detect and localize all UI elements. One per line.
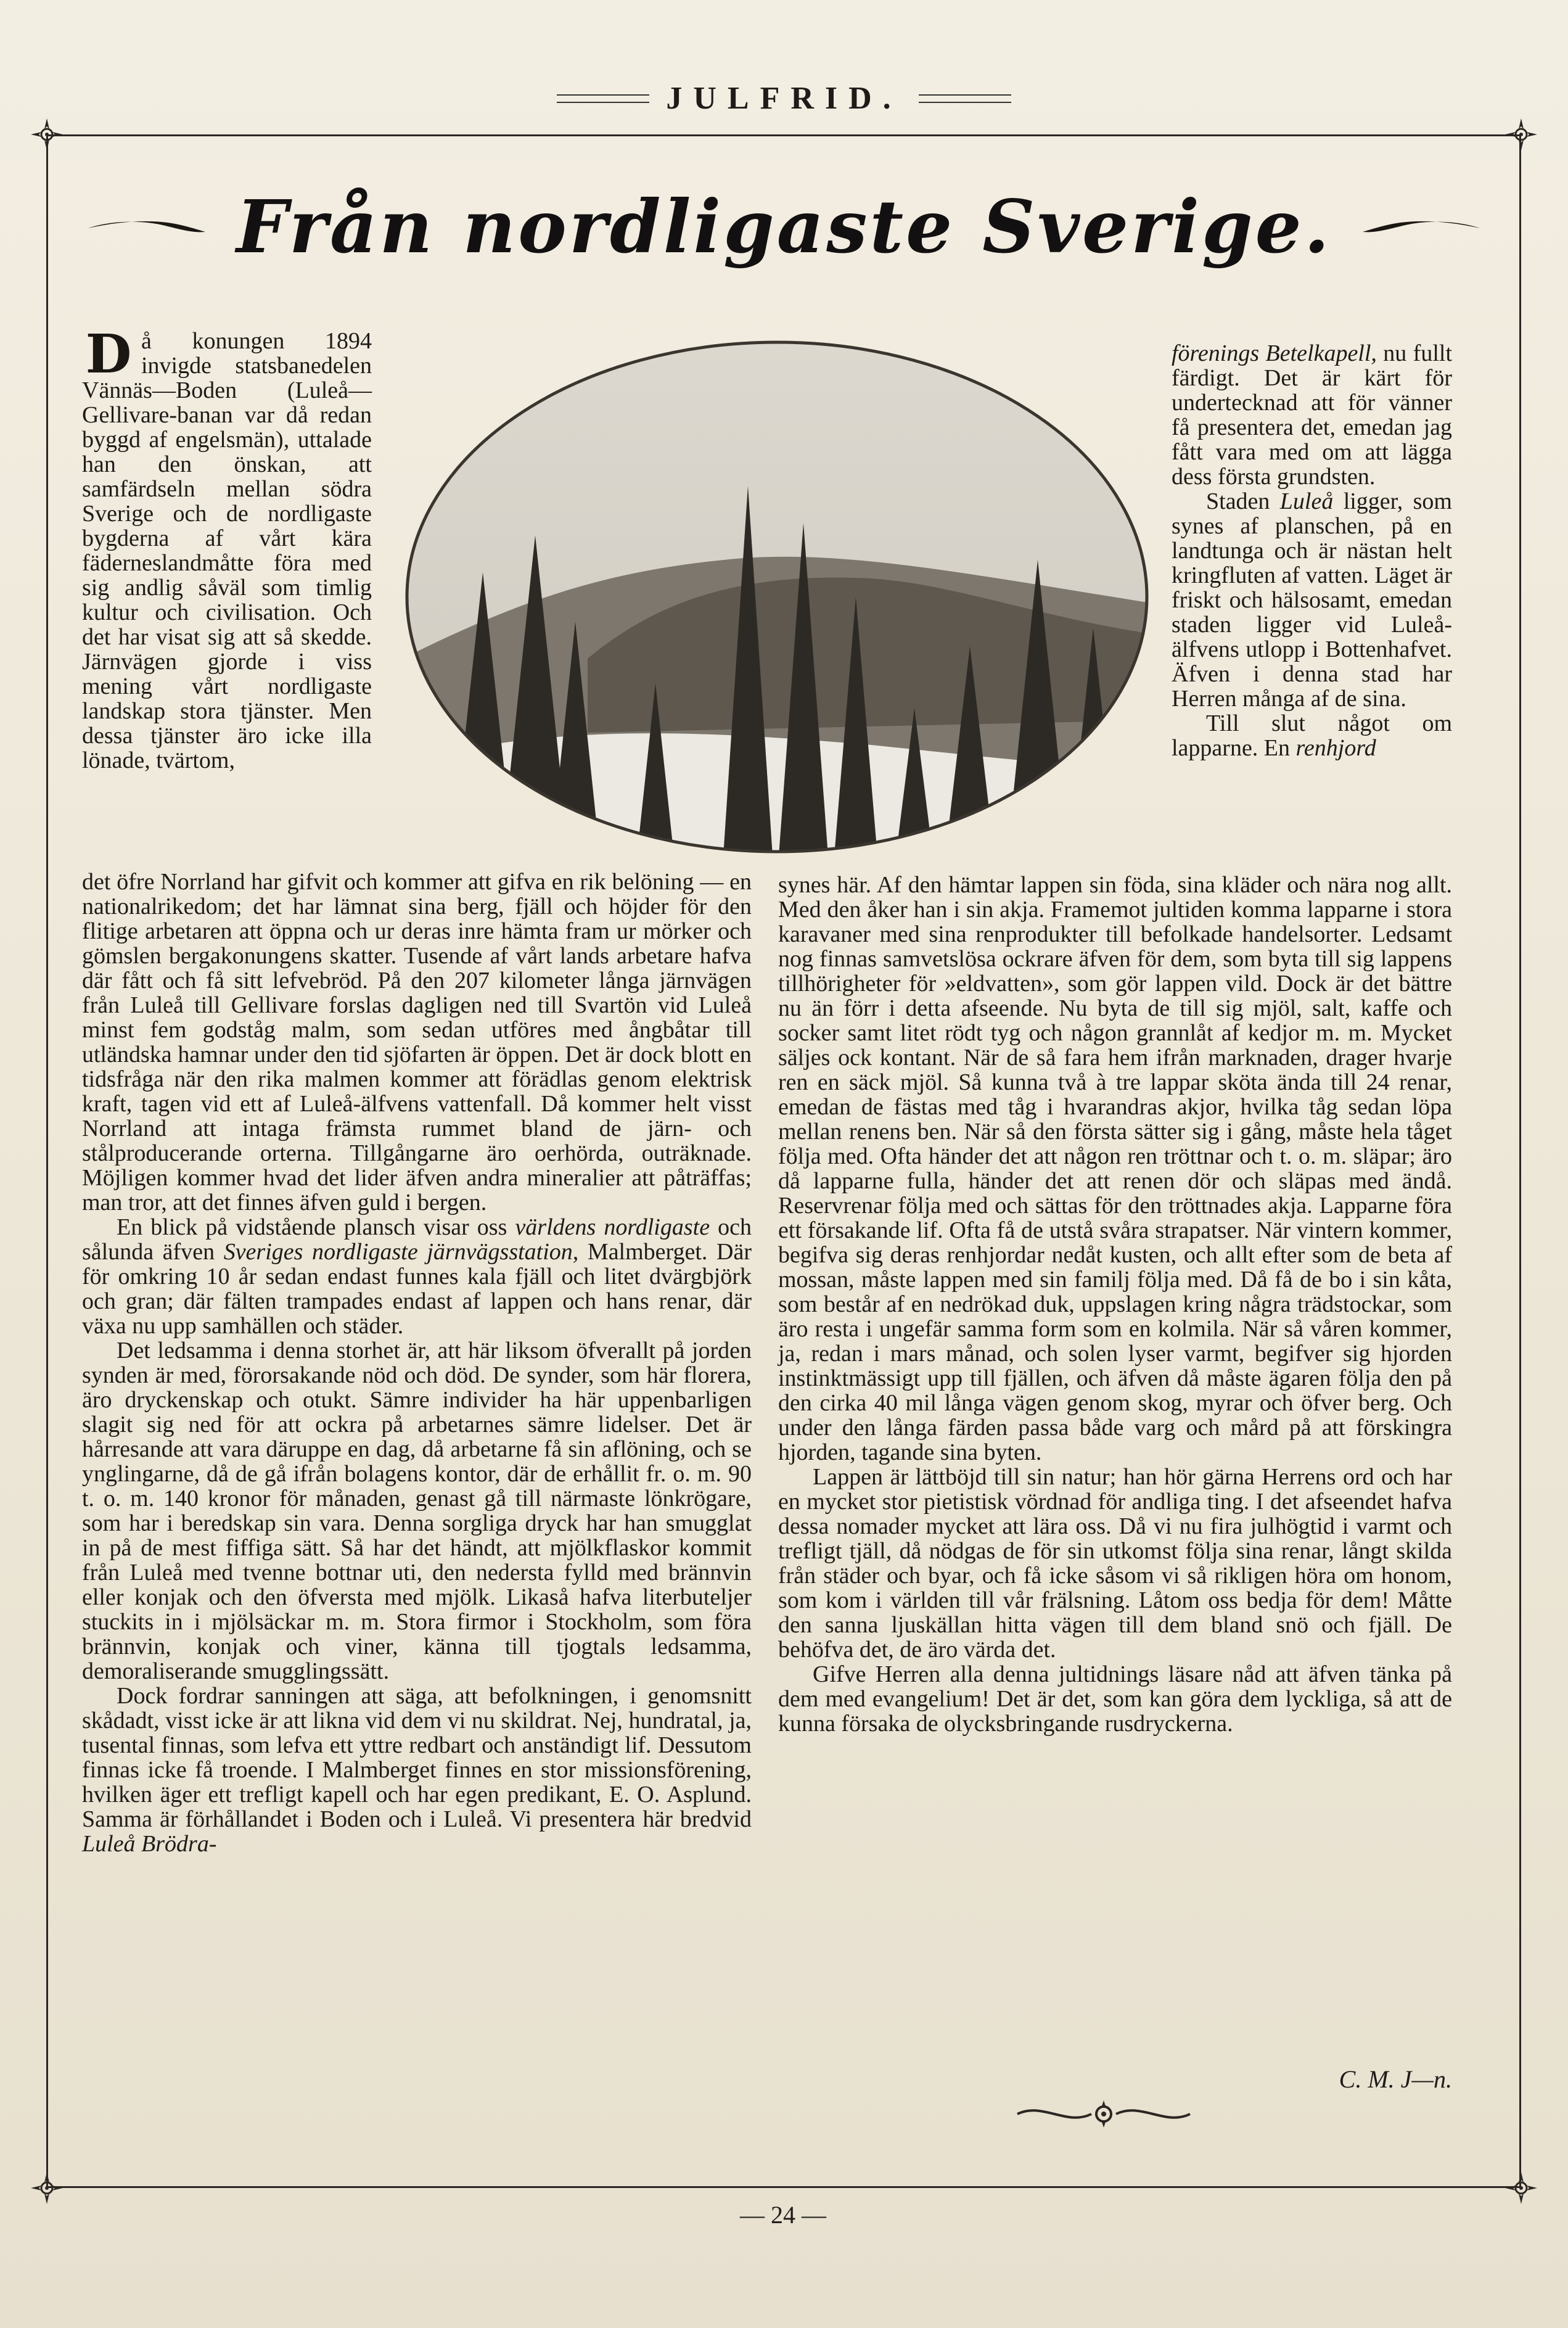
paragraph-lulea — [1172, 489, 1452, 711]
paragraph-text: och sålunda äfven — [82, 1214, 752, 1265]
paragraph-malmberget — [82, 1215, 752, 1338]
paragraph-text: Staden — [1206, 488, 1280, 514]
page-number: — 24 — — [740, 2201, 826, 2229]
article-title-row — [0, 184, 1568, 289]
author-signature: C. M. J—n. — [1339, 2065, 1452, 2093]
corner-ornament-icon — [30, 2171, 64, 2205]
emphasis-text: världens nordligaste — [515, 1214, 710, 1240]
paragraph-lapparne — [1172, 711, 1452, 760]
corner-ornament-icon — [1504, 2171, 1538, 2205]
column-left — [82, 870, 752, 2152]
paragraph-synden: Det ledsamma i denna storhet är, att här liksom öfverallt på jorden synden är med, förorsakande nöd och död. De synder, som här florera, äro dryckenskap och otukt. Sämre individer ha här uppenbarligen slagit sig ned för att ockra på arbetarnes sämre lidelser. Det är hårresande att vara däruppe en dag, då arbetarne få sin aflöning, och se ynglingarne, då de gå ifrån bolagens kontor, där de erhållit fr. o. m. 90 t. o. m. 140 kronor för månaden, genast gå till närmaste lönkrögare, som har i beredskap sin vara. Denna sorgliga dryck har han smugglat in på de mest fiffiga sätt. Så har det händt, att mjölkflaskor kommit från Luleå med tvenne bottnar uti, den nedersta fylld med brännvin eller konjak och den öfversta med mjölk. Likaså hafva literbuteljer stuckits in i mjölsäckar m. m. Stora firmor i Stockholm, som föra brännvin, konjak och viner, känna till tjogtals ledsamma, demoraliserande smugglingssätt. — [82, 1338, 752, 1684]
corner-ornament-icon — [1504, 117, 1538, 152]
end-ornament-icon — [1005, 2096, 1202, 2133]
paragraph-intro: å konungen 1894 invigde statsbanedelen Vännäs—Boden (Luleå—Gellivare-banan var då redan byggd af engelsmän), uttalade han den önskan, att samfärdseln mellan södra Sverige och de nordligaste bygderna af vårt kära fäderneslandmåtte föra med sig andlig såväl som timlig kultur och civilisation. Och det har visat sig att så skedde. Järnvägen gjorde i viss mening vårt nordligaste landskap stora tjänster. Men dessa tjänster äro icke illa lönade, tvärtom, — [82, 328, 372, 773]
paragraph-text: nu fullt färdigt. Det är kärt för undertecknad att för vänner få presentera det, emedan jag fått vara med om att lägga dess första grundsten. — [1172, 340, 1453, 490]
header-rule-right — [919, 94, 1011, 103]
article-title: Från nordligaste Sverige. — [236, 184, 1332, 269]
paragraph-text: En blick på vidstående plansch visar oss — [117, 1214, 515, 1240]
header-rule-left — [557, 94, 649, 103]
paragraph-text: Malmberget. Där för omkring 10 år sedan endast funnes kala fjäll och litet dvärgbjörk och gran; där fälten trampades endast af lappen och hans renar, där växa nu upp samhällen och städer. — [82, 1239, 752, 1339]
paragraph-betelkapell — [1172, 341, 1452, 489]
paragraph-lappen: Lappen är lättböjd till sin natur; han hör gärna Herrens ord och har en mycket stor pietistisk vördnad för andliga ting. I det afseendet hafva dessa nomader mycket att lära oss. Då vi nu fira julhögtid i varmt och trefligt tjäll, då nödgas de för sin utkomst följa sina renar, långt skilda från städer och byar, och få icke såsom vi så rikligen höra om honom, som kom i världen till vår frälsning. Låtom oss bedja för dem! Måtte den sanna ljuskällan hitta vägen till dem bland snö och fjäll. De behöfva det, de äro värda det. — [778, 1464, 1452, 1663]
paragraph-blessing: Gifve Herren alla denna jultidnings läsare nåd att äfven tänka på dem med evangelium! Det är det, som kan göra dem lyckliga, så att de kunna försaka de olycksbringande rusdryckerna. — [778, 1661, 1452, 1737]
corner-ornament-icon — [30, 117, 64, 152]
column-top-right — [1172, 341, 1452, 871]
emphasis-text: Luleå — [1279, 488, 1334, 514]
dropcap: D — [85, 323, 132, 385]
column-right — [778, 873, 1452, 2097]
column-top-left — [82, 323, 372, 871]
title-flourish-icon — [1360, 215, 1483, 239]
paragraph-befolkningen — [82, 1684, 752, 1856]
emphasis-text: renhjord — [1295, 735, 1376, 761]
emphasis-text: Luleå Brödra- — [82, 1831, 217, 1857]
magazine-title: JULFRID. — [666, 81, 902, 116]
paragraph-text: ligger, som synes af planschen, på en landtunga och är nästan helt kringfluten af vatten. Läget är friskt och hälsosamt, emedan staden ligger vid Luleå-älfvens utlopp i Bottenhafvet. Äfven i denna stad har Herren många af de sina. — [1172, 488, 1452, 712]
paragraph-text: Till slut något om lapparne. En — [1172, 710, 1452, 761]
winter-forest-illustration — [403, 338, 1152, 856]
title-flourish-icon — [85, 215, 208, 239]
emphasis-text: förenings Betelkapell, — [1172, 340, 1377, 366]
paragraph-norrland: det öfre Norrland har gifvit och kommer att gifva en rik belöning — en nationalrikedom; det har lämnat sina berg, fjäll och höjder för den flitige arbetaren att öppna och ur deras inre hämta fram ur mörker och gömslen bergakonungens skatter. Tusende af vårt lands arbetare hafva där fått och få sitt lefvebröd. På den 207 kilometer långa järnvägen från Luleå till Gellivare forslas dagligen ned till Svartön vid Luleå minst fem godståg malm, som sedan utföres med ångbåtar till utländska hamnar under den tid sjöfarten är öppen. Det är dock blott en tidsfråga när den rika malmen kommer att förädlas genom elektrisk kraft, tagen vid ett af Luleå-älfvens vattenfall. Då kommer helt visst Norrland att intaga främsta rummet bland de järn- och stålproducerande orterna. Tillgångarne äro oerhörda, outräknade. Möjligen kommer hvad det lider äfven andra mineralier att påträffas; man tror, att det finnes äfven guld i bergen. — [82, 869, 752, 1215]
paragraph-text: Dock fordrar sanningen att säga, att befolkningen, i genomsnitt skådadt, visst icke är att likna vid dem vi nu skildrat. Nej, hundratal, ja, tusental finnas, som lefva ett yttre redbart och anständigt lif. Dessutom finnas icke få troende. I Malmberget finnes en stor missionsförening, hvilken äger ett trefligt kapell och har egen predikant, E. O. Asplund. Samma är förhållandet i Boden och i Luleå. Vi presentera här bredvid — [82, 1683, 752, 1832]
running-header — [0, 80, 1568, 130]
emphasis-text: Sveriges nordligaste järnvägsstation, — [223, 1239, 579, 1265]
paragraph-renhjord: synes här. Af den hämtar lappen sin föda, sina kläder och nära nog allt. Med den åker han i sin akja. Framemot jultiden komma lapparne i stora karavaner med sina renprodukter till befolkade handelsorter. Ledsamt nog finnas samvetslösa ockrare äfven för dem, som byta till sig lappens tillhörigheter för »eldvatten», som gör lappen vild. Dock är det bättre nu än förr i detta afseende. Nu byta de till sig mjöl, salt, kaffe och socker samt litet rödt tyg och någon grannlåt af kedjor m. m. Mycket säljes ock kontant. När de så fara hem ifrån marknaden, drager hvarje ren en säck mjöl. Så kunna två à tre lappar sköta ända till 24 renar, emedan de fästas med tåg i hvarandras akjor, hvilka tåg sedan löpa mellan renens ben. När så den första sätter sig i gång, måste hela tåget följa med. Ofta händer det att någon ren tröttnar och t. o. m. släpar; äro då lapparne fulla, händer det att renen dör och släpas med ändå. Reservrenar följa med och sättas för den tröttnades akja. Lapparne föra ett försakande lif. Ofta få de utstå svåra strapatser. När vintern kommer, begifva sig deras renhjordar nedåt kusten, och allt efter som de beta af mossan, måste lappen med sin familj följa med. Då få de bo i sin kåta, som består af en nedrökad duk, uppslagen kring några trädstockar, som äro resta i ungefär samma form som en kolmila. När så våren kommer, ja, redan i mars månad, och solen lyser varmt, begifver sig hjorden instinktmässigt upp till fjällen, och äfven då måste ägaren följa den på den cirka 40 mil långa vägen genom skog, myrar och öfver berg. Och under den långa färden passa både varg och mård på att förskingra hjorden, tagande sina byten. — [778, 872, 1452, 1465]
